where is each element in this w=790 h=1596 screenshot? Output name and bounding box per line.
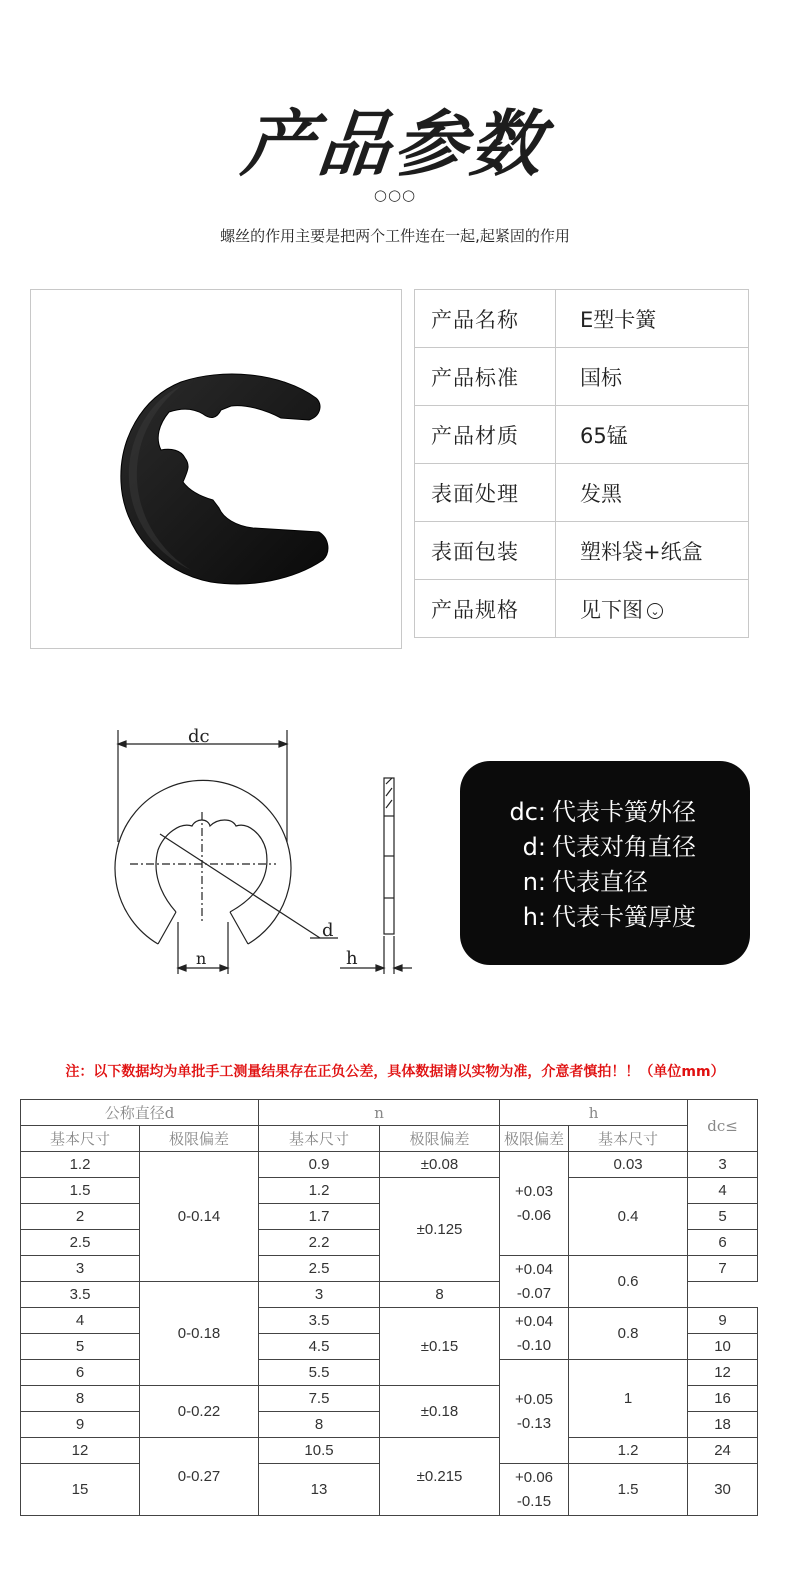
cell-n: 3 xyxy=(259,1282,380,1308)
header-tol: 极限偏差 xyxy=(380,1126,500,1152)
cell-h-tol xyxy=(500,1256,569,1308)
header-n: n xyxy=(259,1100,500,1126)
table-header-row xyxy=(21,1100,758,1126)
spec-row xyxy=(415,580,749,638)
legend-symbol: d: xyxy=(522,833,546,861)
spec-value: 发黑 xyxy=(556,464,749,522)
cell-d-tol: 0-0.22 xyxy=(140,1386,259,1438)
legend-symbol: dc: xyxy=(509,798,546,826)
header-base: 基本尺寸 xyxy=(259,1126,380,1152)
product-photo xyxy=(30,289,402,649)
header-base: 基本尺寸 xyxy=(569,1126,688,1152)
cell-d: 9 xyxy=(21,1412,140,1438)
table-row xyxy=(21,1178,758,1204)
cell-d: 12 xyxy=(21,1438,140,1464)
cell-n: 0.9 xyxy=(259,1152,380,1178)
spec-key: 产品材质 xyxy=(415,406,556,464)
cell-d: 4 xyxy=(21,1308,140,1334)
legend-text: 代表卡簧外径 xyxy=(552,798,696,826)
cell-dc: 5 xyxy=(688,1204,758,1230)
cell-n: 4.5 xyxy=(259,1334,380,1360)
cell-n: 10.5 xyxy=(259,1438,380,1464)
spec-key: 产品规格 xyxy=(415,580,556,638)
cell-h: 1 xyxy=(569,1360,688,1438)
spec-value: E型卡簧 xyxy=(556,290,749,348)
dim-label-h: h xyxy=(346,948,358,969)
cell-d-tol: 0-0.18 xyxy=(140,1282,259,1386)
cell-n: 5.5 xyxy=(259,1360,380,1386)
spec-key: 表面包装 xyxy=(415,522,556,580)
legend-symbol: n: xyxy=(522,868,546,896)
cell-h: 1.2 xyxy=(569,1438,688,1464)
cell-d: 2 xyxy=(21,1204,140,1230)
cell-dc: 24 xyxy=(688,1438,758,1464)
cell-d-tol: 0-0.27 xyxy=(140,1438,259,1516)
cell-dc: 8 xyxy=(380,1282,500,1308)
dim-label-d: d xyxy=(322,920,334,941)
table-row xyxy=(21,1308,758,1334)
cell-dc: 16 xyxy=(688,1386,758,1412)
cell-n-tol: ±0.18 xyxy=(380,1386,500,1438)
cell-d: 8 xyxy=(21,1386,140,1412)
cell-dc: 30 xyxy=(688,1464,758,1516)
h-tol-upper: +0.05 xyxy=(515,1390,554,1408)
table-row xyxy=(21,1152,758,1178)
cell-dc: 18 xyxy=(688,1412,758,1438)
measurement-note: 注：以下数据均为单批手工测量结果存在正负公差，具体数据请以实物为准，介意者慎拍！！（单位mm） xyxy=(65,1064,725,1080)
cell-dc: 10 xyxy=(688,1334,758,1360)
cell-h-tol xyxy=(500,1152,569,1256)
cell-n: 2.2 xyxy=(259,1230,380,1256)
cell-h: 0.4 xyxy=(569,1178,688,1256)
cell-dc: 3 xyxy=(688,1152,758,1178)
spec-value: 65锰 xyxy=(556,406,749,464)
dim-label-n: n xyxy=(196,949,207,968)
legend-text: 代表直径 xyxy=(552,868,648,896)
cell-n: 2.5 xyxy=(259,1256,380,1282)
spec-key: 产品名称 xyxy=(415,290,556,348)
page-title: 产品参数 xyxy=(237,102,551,186)
spec-row xyxy=(415,406,749,464)
h-tol-lower: -0.13 xyxy=(516,1414,552,1432)
h-tol-lower: -0.07 xyxy=(516,1284,552,1302)
cell-dc: 9 xyxy=(688,1308,758,1334)
header-nominal-d: 公称直径d xyxy=(21,1100,259,1126)
spec-value-text: 见下图 xyxy=(580,597,643,622)
e-clip-photo-icon xyxy=(31,290,401,648)
cell-d: 6 xyxy=(21,1360,140,1386)
cell-h: 1.5 xyxy=(569,1464,688,1516)
header-base: 基本尺寸 xyxy=(21,1126,140,1152)
cell-dc: 12 xyxy=(688,1360,758,1386)
cell-d: 3 xyxy=(21,1256,140,1282)
h-tol-lower: -0.06 xyxy=(516,1206,552,1224)
header-h: h xyxy=(500,1100,688,1126)
cell-n: 13 xyxy=(259,1464,380,1516)
cell-dc: 4 xyxy=(688,1178,758,1204)
spec-key: 产品标准 xyxy=(415,348,556,406)
legend-row xyxy=(490,900,750,935)
spec-key: 表面处理 xyxy=(415,464,556,522)
cell-h: 0.03 xyxy=(569,1152,688,1178)
dimension-table xyxy=(20,1099,758,1516)
header-tol: 极限偏差 xyxy=(500,1126,569,1152)
cell-d: 3.5 xyxy=(21,1282,140,1308)
cell-n-tol: ±0.215 xyxy=(380,1438,500,1516)
spec-table xyxy=(414,289,749,638)
h-tol-upper: +0.04 xyxy=(515,1312,554,1330)
spec-value xyxy=(556,580,749,638)
cell-dc: 7 xyxy=(688,1256,758,1282)
legend-row xyxy=(490,795,750,830)
cell-d: 2.5 xyxy=(21,1230,140,1256)
cell-h-tol xyxy=(500,1360,569,1464)
header-tol: 极限偏差 xyxy=(140,1126,259,1152)
cell-d: 1.2 xyxy=(21,1152,140,1178)
spec-value: 塑料袋+纸盒 xyxy=(556,522,749,580)
header-dc: dc≤ xyxy=(688,1100,758,1152)
spec-value: 国标 xyxy=(556,348,749,406)
dim-label-dc: dc xyxy=(188,726,210,747)
h-tol-lower: -0.10 xyxy=(516,1336,552,1354)
cell-dc: 6 xyxy=(688,1230,758,1256)
legend-text: 代表卡簧厚度 xyxy=(552,903,696,931)
h-tol-upper: +0.04 xyxy=(515,1260,554,1278)
decorative-dots: ○○○ xyxy=(373,186,417,204)
legend-symbol: h: xyxy=(522,903,546,931)
table-row xyxy=(21,1438,758,1464)
legend-row xyxy=(490,865,750,900)
cell-d: 15 xyxy=(21,1464,140,1516)
table-header-row xyxy=(21,1126,758,1152)
page-subtitle: 螺丝的作用主要是把两个工件连在一起,起紧固的作用 xyxy=(220,227,570,245)
cell-n: 1.2 xyxy=(259,1178,380,1204)
h-tol-lower: -0.15 xyxy=(516,1492,552,1510)
spec-row xyxy=(415,290,749,348)
cell-n-tol: ±0.125 xyxy=(380,1178,500,1282)
legend-row xyxy=(490,830,750,865)
cell-h-tol xyxy=(500,1308,569,1360)
legend-text: 代表对角直径 xyxy=(552,833,696,861)
spec-row xyxy=(415,348,749,406)
cell-h-tol xyxy=(500,1464,569,1516)
cell-d: 5 xyxy=(21,1334,140,1360)
cell-n-tol: ±0.08 xyxy=(380,1152,500,1178)
cell-h: 0.6 xyxy=(569,1256,688,1308)
cell-n: 1.7 xyxy=(259,1204,380,1230)
h-tol-upper: +0.03 xyxy=(515,1182,554,1200)
cell-n-tol: ±0.15 xyxy=(380,1308,500,1386)
cell-h: 0.8 xyxy=(569,1308,688,1360)
h-tol-upper: +0.06 xyxy=(515,1468,554,1486)
symbol-legend xyxy=(460,761,750,965)
cell-n: 8 xyxy=(259,1412,380,1438)
cell-d: 1.5 xyxy=(21,1178,140,1204)
spec-row xyxy=(415,464,749,522)
spec-row xyxy=(415,522,749,580)
chevron-down-circle-icon: ⌄ xyxy=(647,603,663,619)
cell-n: 7.5 xyxy=(259,1386,380,1412)
cell-n: 3.5 xyxy=(259,1308,380,1334)
technical-drawing xyxy=(100,722,430,982)
cell-d-tol: 0-0.14 xyxy=(140,1152,259,1282)
